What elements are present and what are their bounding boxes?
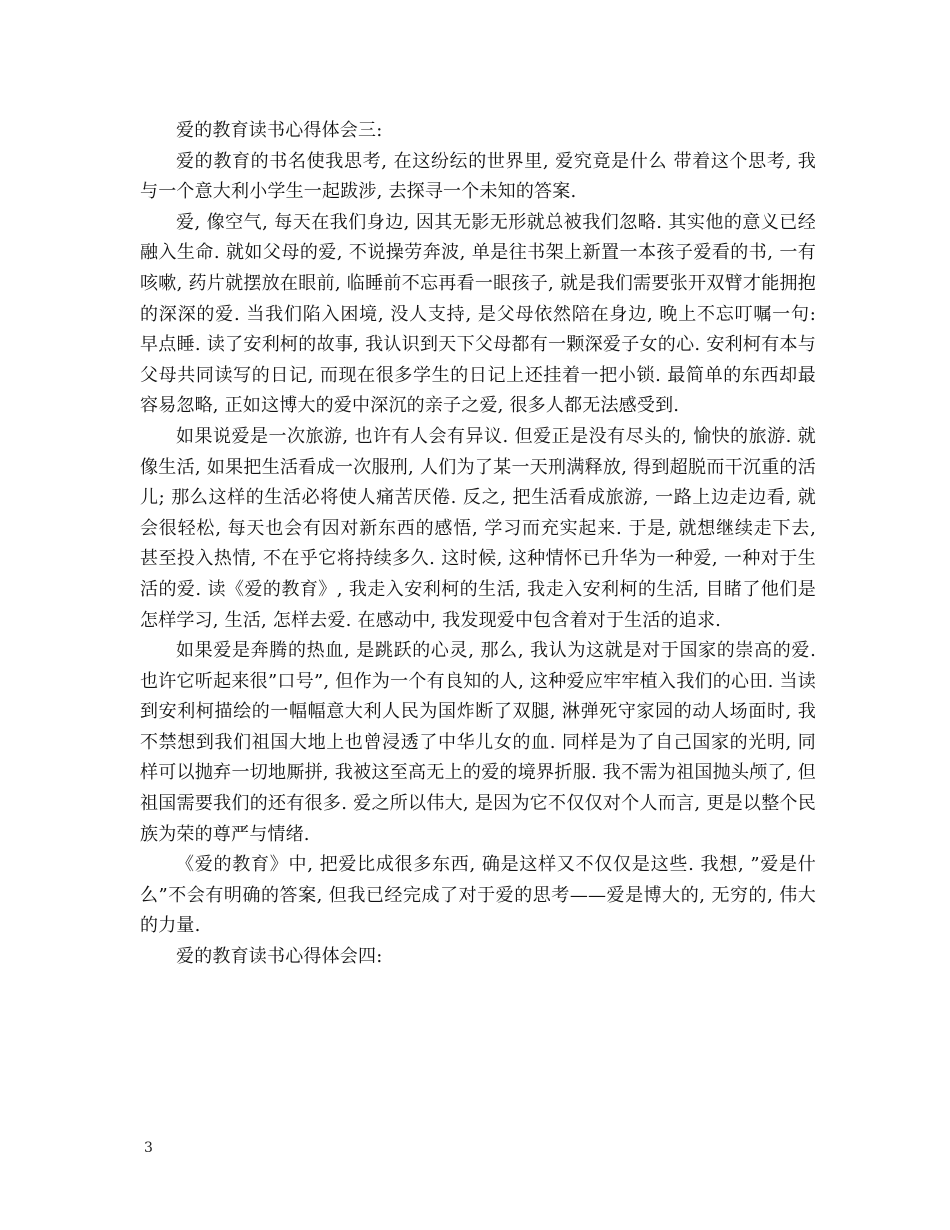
section-heading-four: 爱的教育读书心得体会四: (176, 946, 383, 968)
paragraph-parental-love: 爱, 像空气, 每天在我们身边, 因其无影无形就总被我们忽略. 其实他的意义已经融入生命. 就如父母的爱, 不说操劳奔波, 单是往书架上新置一本孩子爱看的书, 一有咳嗽, 药片就摆放在眼前, 临睡前不忘再看一眼孩子, 就是我们需要张开双臂才能拥抱的深深的爱. 当我们陷入困境, 没人支持, 是父母依然陪在身边, 晚上不忘叮嘱一句: 早点睡. 读了安利柯的故事, 我认识到天下父母都有一颗深爱子女的心. 安利柯有本与父母共同读写的日记, 而现在很多学生的日记上还挂着一把小锁. 最简单的东西却最容易忽略, 正如这博大的爱中深沉的亲子之爱, 很多人都无法感受到. (140, 211, 816, 417)
paragraph-love-of-country: 如果爱是奔腾的热血, 是跳跃的心灵, 那么, 我认为这就是对于国家的崇高的爱. 也许它听起来很”口号”, 但作为一个有良知的人, 这种爱应牢牢植入我们的心田. 当读到安利柯描绘的一幅幅意大利人民为国炸断了双腿, 淋弹死守家园的动人场面时, 我不禁想到我们祖国大地上也曾浸透了中华儿女的血. 同样是为了自己国家的光明, 同样可以抛弃一切地厮拼, 我被这至高无上的爱的境界折服. 我不需为祖国抛头颅了, 但祖国需要我们的还有很多. 爱之所以伟大, 是因为它不仅仅对个人而言, 更是以整个民族为荣的尊严与情绪. (140, 640, 816, 845)
page-number: 3 (144, 1140, 153, 1156)
document-body (140, 116, 816, 973)
paragraph-intro: 爱的教育的书名使我思考, 在这纷纭的世界里, 爱究竟是什么 带着这个思考, 我与一个意大利小学生一起跋涉, 去探寻一个未知的答案. (140, 150, 816, 203)
section-heading-three: 爱的教育读书心得体会三: (176, 120, 383, 141)
paragraph-love-as-journey: 如果说爱是一次旅游, 也许有人会有异议. 但爱正是没有尽头的, 愉快的旅游. 就像生活, 如果把生活看成一次服刑, 人们为了某一天刑满释放, 得到超脱而干沉重的活儿; 那么这样的生活必将使人痛苦厌倦. 反之, 把生活看成旅游, 一路上边走边看, 就会很轻松, 每天也会有因对新东西的感悟, 学习而充实起来. 于是, 就想继续走下去, 甚至投入热情, 不在乎它将持续多久. 这时候, 这种情怀已升华为一种爱, 一种对于生活的爱. 读《爱的教育》, 我走入安利柯的生活, 我走入安利柯的生活, 目睹了他们是怎样学习, 生活, 怎样去爱. 在感动中, 我发现爱中包含着对于生活的追求. (140, 425, 816, 631)
paragraph-conclusion: 《爱的教育》中, 把爱比成很多东西, 确是这样又不仅仅是这些. 我想, ”爱是什么”不会有明确的答案, 但我已经完成了对于爱的思考——爱是博大的, 无穷的, 伟大的力量. (140, 854, 816, 937)
